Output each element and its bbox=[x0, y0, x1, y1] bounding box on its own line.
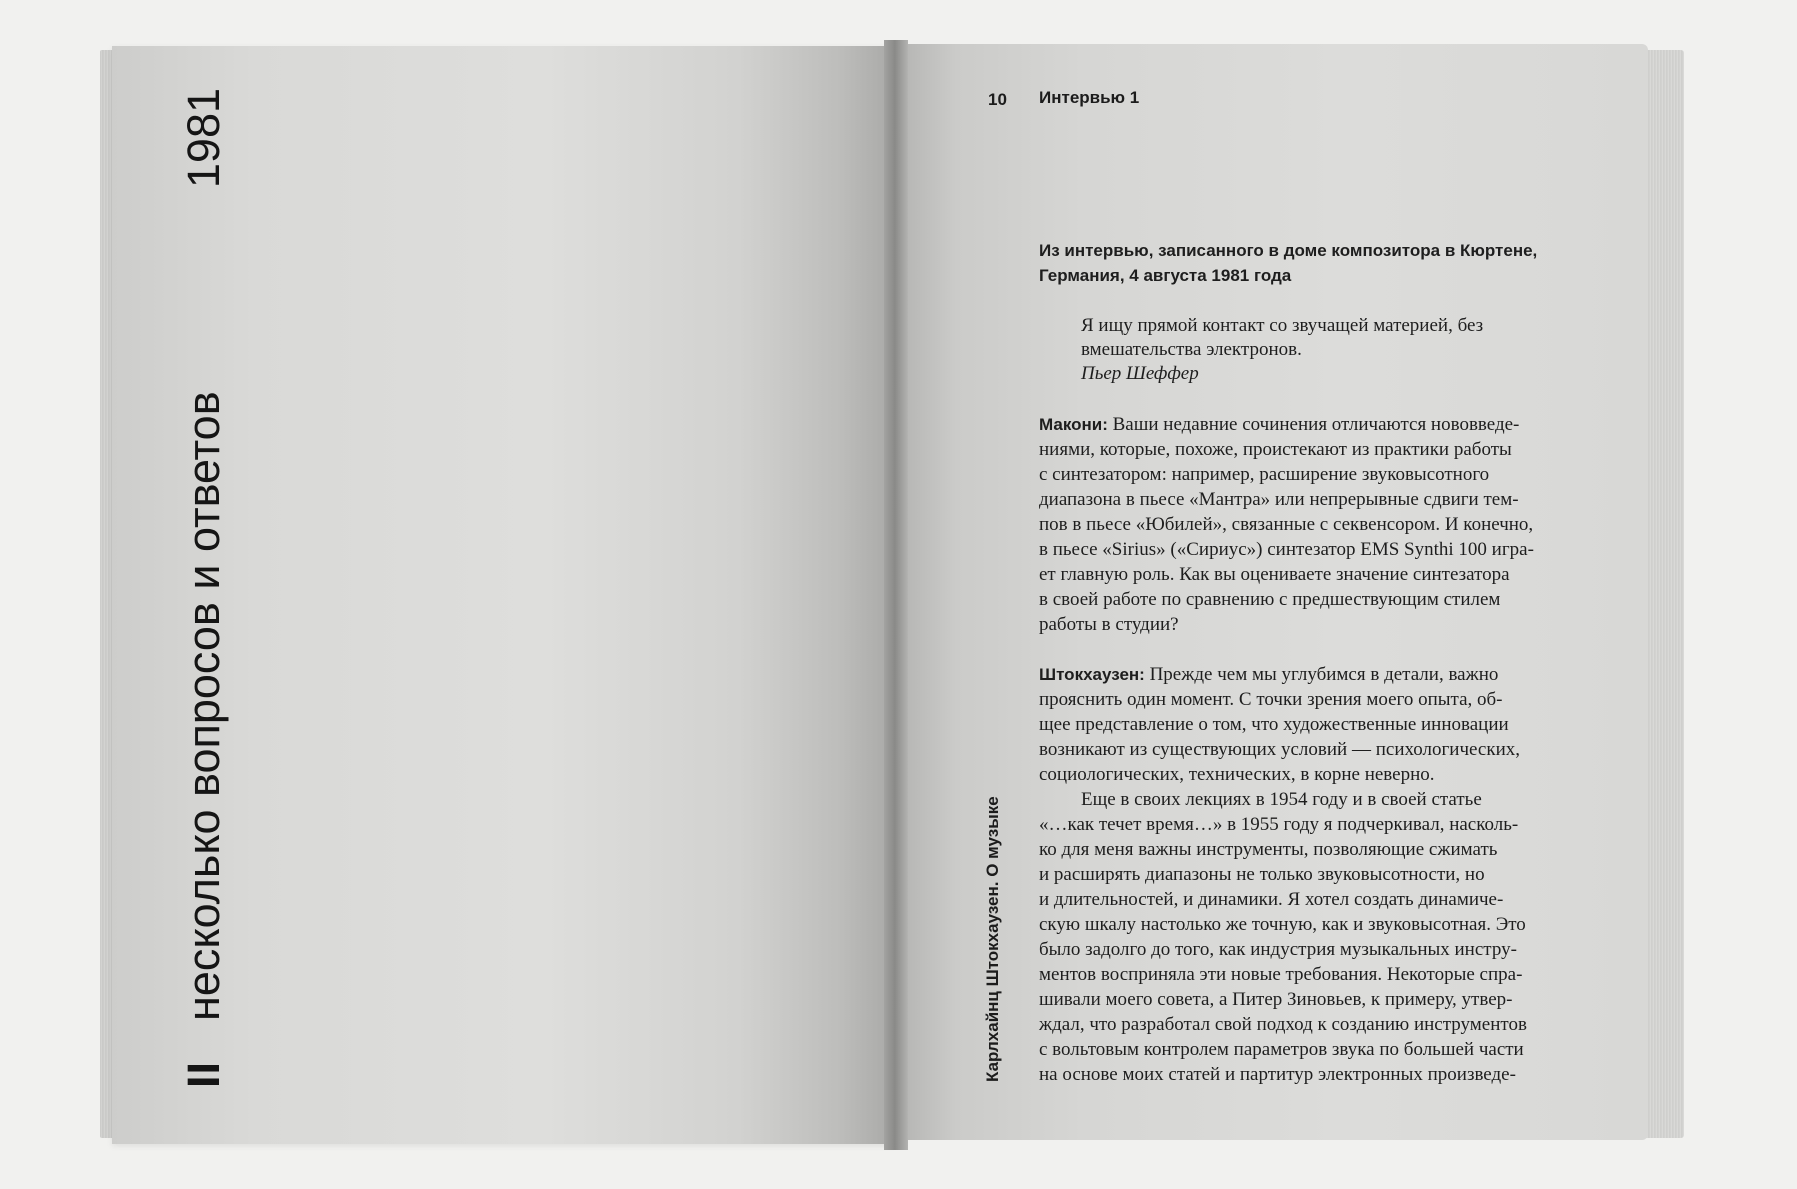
paragraph-line: ет главную роль. Как вы оцениваете значение синтезатора bbox=[1039, 564, 1510, 585]
chapter-year: 1981 bbox=[178, 88, 229, 189]
paragraph-line: на основе моих статей и партитур электронных произведе- bbox=[1039, 1064, 1516, 1085]
epigraph bbox=[1081, 314, 1599, 386]
paragraph-line: работы в студии? bbox=[1039, 614, 1179, 635]
paragraph-line: возникают из существующих условий — психологических, bbox=[1039, 739, 1521, 760]
paragraph-line: Еще в своих лекциях в 1954 году и в своей статье bbox=[1081, 789, 1482, 810]
paragraph-line: в пьесе «Sirius» («Сириус») синтезатор EMS Synthi 100 игра- bbox=[1039, 539, 1534, 560]
book-footer: Карлхайнц Штокхаузен. О музыке bbox=[983, 796, 1002, 1082]
paragraph-line: ниями, которые, похоже, проистекают из практики работы bbox=[1039, 439, 1512, 460]
paragraph-line: с синтезатором: например, расширение звуковысотного bbox=[1039, 464, 1490, 485]
epigraph-line: Я ищу прямой контакт со звучащей материей, без bbox=[1081, 315, 1484, 336]
answer-paragraph-continued bbox=[1039, 787, 1599, 1087]
part-number: II bbox=[178, 1060, 229, 1088]
chapter-title: несколько вопросов и ответов bbox=[178, 391, 229, 1021]
epigraph-author: Пьер Шеффер bbox=[1081, 363, 1199, 384]
paragraph-line bbox=[1039, 412, 1599, 437]
paragraph-line: и длительностей, и динамики. Я хотел создать динамиче- bbox=[1039, 889, 1504, 910]
paragraph-line: в своей работе по сравнению с предшествующим стилем bbox=[1039, 589, 1501, 610]
paragraph-line: диапазона в пьесе «Мантра» или непрерывные сдвиги тем- bbox=[1039, 489, 1519, 510]
epigraph-line: вмешательства электронов. bbox=[1081, 339, 1302, 360]
paragraph-line: пов в пьесе «Юбилей», связанные с секвенсором. И конечно, bbox=[1039, 514, 1534, 535]
paragraph-line: скую шкалу настолько же точную, как и звуковысотная. Это bbox=[1039, 914, 1526, 935]
answer-paragraph bbox=[1039, 662, 1599, 787]
paragraph-text: Прежде чем мы углубимся в детали, важно bbox=[1144, 664, 1499, 685]
paragraph-text: Ваши недавние сочинения отличаются нововведе- bbox=[1107, 414, 1520, 435]
chapter-heading bbox=[178, 88, 230, 1088]
paragraph-line: щее представление о том, что художественные инновации bbox=[1039, 714, 1509, 735]
paragraph-line: и расширять диапазоны не только звуковысотности, но bbox=[1039, 864, 1485, 885]
speaker-label: Макони: bbox=[1039, 415, 1108, 434]
paragraph-line: шивали моего совета, а Питер Зиновьев, к примеру, утвер- bbox=[1039, 989, 1513, 1010]
paragraph-line: ментов восприняла эти новые требования. Некоторые спра- bbox=[1039, 964, 1523, 985]
paragraph-line: ко для меня важны инструменты, позволяющие сжимать bbox=[1039, 839, 1498, 860]
paragraph-line: ждал, что разработал свой подход к созданию инструментов bbox=[1039, 1014, 1527, 1035]
paragraph-line: социологических, технических, в корне неверно. bbox=[1039, 764, 1435, 785]
paragraph-line bbox=[1039, 662, 1599, 687]
page-body bbox=[1039, 238, 1599, 1087]
paragraph-line: «…как течет время…» в 1955 году я подчеркивал, насколь- bbox=[1039, 814, 1519, 835]
page-number: 10 bbox=[988, 90, 1007, 109]
question-paragraph bbox=[1039, 412, 1599, 637]
paragraph-line: было задолго до того, как индустрия музыкальных инстру- bbox=[1039, 939, 1517, 960]
paragraph-line: с вольтовым контролем параметров звука по большей части bbox=[1039, 1039, 1524, 1060]
paragraph-line: прояснить один момент. С точки зрения моего опыта, об- bbox=[1039, 689, 1503, 710]
intro-line: Из интервью, записанного в доме композитора в Кюртене, bbox=[1039, 241, 1538, 260]
interview-intro bbox=[1039, 238, 1599, 288]
intro-line: Германия, 4 августа 1981 года bbox=[1039, 266, 1292, 285]
running-head: Интервью 1 bbox=[1039, 88, 1140, 107]
book-spine bbox=[884, 40, 908, 1150]
speaker-label: Штокхаузен: bbox=[1039, 665, 1145, 684]
